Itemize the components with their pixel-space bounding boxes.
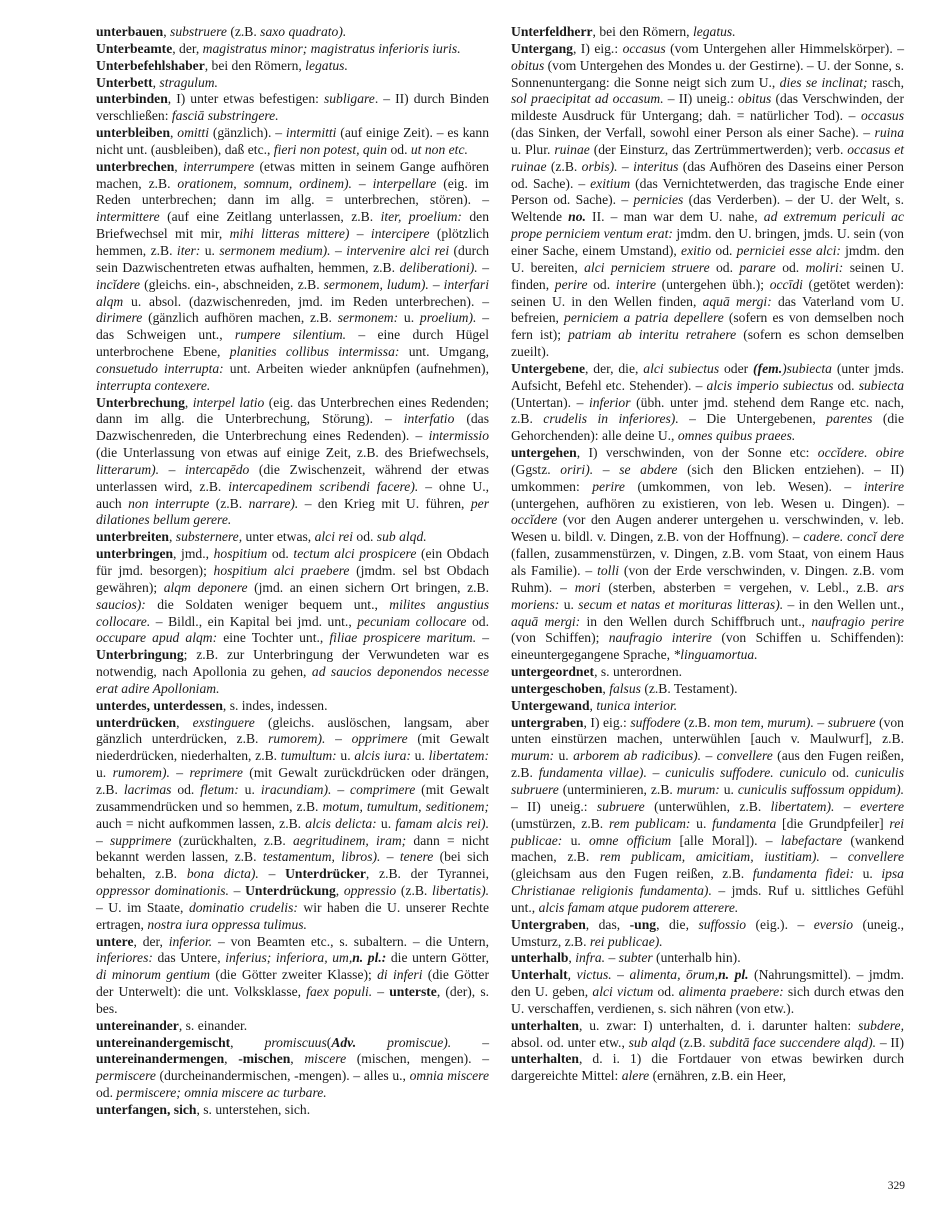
entry-definition: , bei den Römern, legatus. — [204, 57, 348, 73]
dictionary-entry — [96, 41, 489, 58]
entry-headword: unterbleiben — [96, 125, 171, 141]
entry-headword: Untergang — [511, 40, 573, 56]
dictionary-entry — [511, 715, 904, 917]
entry-headword: Unterbeamte — [96, 40, 173, 56]
entry-definition: , exstinguere (gleichs. auslöschen, langsam, aber gänzlich unterdrücken, z.B. rumorem). – opprimere (mit Gewalt niederdrücken, niederhalten, z.B. tumultum: u. alcis iura: u. libertatem: u. rumorem). – reprimere (mit Gewalt zurückdrücken oder drängen, z.B. lacrimas od. fletum: u. iracundiam). – comprimere (mit Gewalt zusammendrücken und so hemmen, z.B. motum, tumultum, seditionem; auch = nicht aufkommen lassen, z.B. alcis delicta: u. famam alcis rei). – supprimere (zurückhalten, z.B. aegritudinem, iram; dann = nicht bekannt werden lassen, z.B. testamentum, libros). – tenere (bei sich behalten, z.B. bona dicta). – Unterdrücker, z.B. der Tyrannei, oppressor dominationis. – Unterdrückung, oppressio (z.B. libertatis). – U. im Staate, dominatio crudelis: wir haben die U. unserer Rechte ertragen, nostra iura oppressa tulimus. — [96, 714, 490, 932]
entry-headword: Unterbefehlshaber — [96, 57, 205, 73]
dictionary-entry — [511, 41, 904, 361]
entry-definition: , I) verschwinden, von der Sonne etc: occĭdere. obire (Ggstz. oriri). – se abdere (sich den Blicken entziehen). – II) umkommen: perire (umkommen, von leb. Wesen). – interire (untergehen, aufhören zu existieren, von leb. Wesen u. Dingen). – occĭdere (vor den Augen anderer untergehen u. verschwinden, v. leb. Wesen u. bildl. v. Dingen, z.B. von der Hoffnung). – cadere. concĭ dere (fallen, zusammenstürzen, v. Dingen, z.B. vom Staat, von einem Haus als Familie). – tolli (von der Erde verschwinden, v. Dingen. z.B. vom Ruhm). – mori (sterben, absterben = vergehen, v. Lebl., z.B. ars moriens: u. secum et natas et morituras litteras). – in den Wellen unt., aquā mergi: in den Wellen durch Schiffbruch unt., naufragio perire (von Schiffen); naufragio interire (von Schiffen u. Schiffenden): eineuntergegangene Sprache, *linguamortua. — [511, 445, 905, 663]
entry-headword: untereinandergemischt — [96, 1034, 231, 1050]
entry-definition: , interpel latio (eig. das Unterbrechen eines Redenden; dann im allg. die Unterbrechung, Störung). – interfatio (das Dazwischenreden, die Unterbrechung eines Redenden). – intermissio (die Unterlassung von etwas auf einige Zeit, z.B. des Briefwechsels, litterarum). – intercapēdo (die Zwischenzeit, während der etwas unterlassen wird, z.B. intercapedinem scribendi facere). – ohne U., auch non interrupte (z.B. narrare). – den Krieg mit U. führen, per dilationes bellum gerere. — [96, 394, 490, 528]
dictionary-entry — [96, 698, 489, 715]
entry-headword: Unterbett — [96, 74, 153, 90]
entry-definition: , victus. – alimenta, ōrum,n. pl. (Nahrungsmittel). – jmdm. den U. geben, alci victum od. alimenta praebere: sich durch etwas den U. verschaffen, verdienen, s. sich nähren (von etw.). — [511, 967, 905, 1016]
dictionary-entry — [511, 950, 904, 967]
entry-headword: Untergebene — [511, 360, 585, 376]
entry-headword: untergeordnet — [511, 664, 595, 680]
dictionary-entry — [96, 75, 489, 92]
dictionary-entry — [96, 934, 489, 1018]
dictionary-entry — [96, 125, 489, 159]
page-number: 329 — [887, 1180, 905, 1192]
entry-headword: untere — [96, 933, 134, 949]
dictionary-entry — [96, 58, 489, 75]
dictionary-entry — [511, 1018, 904, 1085]
dictionary-entry — [96, 91, 489, 125]
entry-definition: , bei den Römern, legatus. — [592, 24, 736, 39]
entry-definition: , promiscuus(Adv. promiscue). – untereinandermengen, -mischen, miscere (mischen, mengen). – permiscere (durcheinandermischen, -mengen). – alles u., omnia miscere od. permiscere; omnia miscere ac turbare. — [96, 1034, 490, 1101]
entry-headword: Untergraben — [511, 916, 586, 932]
dictionary-entry — [96, 529, 489, 546]
entry-definition: , infra. – subter (unterhalb hin). — [568, 950, 741, 966]
left-column — [96, 24, 489, 1119]
dictionary-entry — [96, 546, 489, 698]
entry-definition: , tunica interior. — [589, 697, 678, 713]
entry-definition: , s. unterstehen, sich. — [196, 1102, 311, 1117]
entry-headword: Unterbrechung — [96, 394, 185, 410]
entry-headword: untereinander — [96, 1017, 179, 1033]
entry-headword: unterdrücken — [96, 714, 177, 730]
entry-definition: , u. zwar: I) unterhalten, d. i. darunter halten: subdere, absol. od. unter etw., sub alqd (z.B. subditā face succendere alqd). – II) unterhalten, d. i. 1) die Fortdauer von etwas bewirken durch dargereichte Mittel: alere (ernähren, z.B. ein Heer, — [511, 1017, 904, 1084]
dictionary-entry — [511, 24, 904, 41]
entry-headword: Untergewand — [511, 697, 590, 713]
entry-headword: unterfangen, sich — [96, 1102, 197, 1117]
dictionary-entry — [511, 445, 904, 664]
entry-definition: , substernere, unter etwas, alci rei od. sub alqd. — [169, 529, 427, 545]
dictionary-entry — [96, 24, 489, 41]
dictionary-entry — [511, 664, 904, 681]
entry-definition: , der, inferior. – von Beamten etc., s. subaltern. – die Untern, inferiores: das Untere, inferius; inferiora, um,n. pl.: die untern Götter, di minorum gentium (die Götter zweiter Klasse); di inferi (die Götter der Unterwelt): die unt. Volksklasse, faex populi. – unterste, (der), s. bes. — [96, 933, 490, 1016]
entry-definition: , s. einander. — [178, 1017, 248, 1033]
entry-headword: unterhalten — [511, 1017, 579, 1033]
entry-definition: , s. indes, indessen. — [222, 697, 328, 713]
dictionary-entry — [511, 361, 904, 445]
dictionary-entry — [96, 1018, 489, 1035]
entry-definition: , s. unterordnen. — [594, 664, 683, 680]
entry-definition: , I) eig.: occasus (vom Untergehen aller Himmelskörper). – obitus (vom Untergehen des Mondes u. der Gestirne). – U. der Sonne, s. Sonnenuntergang: die Sonne neigt sich zum U., dies se inclinat; rasch, sol praecipitat ad occasum. – II) uneig.: obitus (das Verschwinden, der mildeste Ausdruck für Untergang; dah. = natürlicher Tod). – occasus (das Sinken, der Verfall, sowohl einer Person als einer Sache). – ruina u. Plur. ruinae (der Einsturz, das Zertrümmertwerden); verb. occasus et ruinae (z.B. orbis). – interitus (das Aufhören des Daseins einer Person od. Sache). – exitium (das Vernichtetwerden, das tragische Ende einer Person od. Sache). – pernicies (das Verderben). – der U. der Welt, s. Weltende no. II. – man war dem U. nahe, ad extremum periculi ac prope perniciem ventum erat: jmdm. den U. bringen, jmds. U. sein (von einer Sache, einem Umstand), exitio od. perniciei esse alci: jmdm. den U. bereiten, alci perniciem struere od. parare od. moliri: seinen U. finden, perire od. interire (untergehen übh.); occīdi (getötet werden): seinen U. in den Wellen finden, aquā mergi: das Vaterland vom U. befreien, perniciem a patria depellere (sofern es von demselben noch fern ist); patriam ab interitu retrahere (sofern es schon demselben zueilt). — [511, 40, 905, 360]
dictionary-entry — [511, 917, 904, 951]
entry-headword: unterdes, unterdessen — [96, 697, 223, 713]
entry-definition: , jmd., hospitium od. tectum alci prospicere (ein Obdach für jmd. besorgen); hospitium alci praebere (jmdm. sel bst Obdach gewähren); alqm deponere (jmd. an einen sichern Ort bringen, z.B. saucios): die Soldaten weniger bequem unt., milites angustius collocare. – Bildl., ein Kapital bei jmd. unt., pecuniam collocare od. occupare apud alqm: eine Tochter unt., filiae prospicere maritum. – Unterbringung; z.B. zur Unterbringung der Verwundeten war es notwendig, nach Apollonia zu gehen, ad saucios deponendos necesse erat adire Apolloniam. — [96, 546, 490, 696]
entry-headword: untergraben — [511, 714, 584, 730]
entry-definition: , omitti (gänzlich). – intermitti (auf einige Zeit). – es kann nicht unt. (ausbleiben), daß etc., fieri non potest, quin od. ut non etc. — [96, 125, 489, 157]
entry-headword: Unterhalt — [511, 967, 568, 983]
right-column — [511, 24, 904, 1085]
entry-headword: unterbinden — [96, 91, 168, 107]
entry-headword: unterbringen — [96, 546, 174, 562]
entry-definition: , I) unter etwas befestigen: subligare. – II) durch Binden verschließen: fasciā substringere. — [96, 91, 489, 124]
dictionary-entry — [96, 1035, 489, 1102]
entry-headword: unterbreiten — [96, 529, 169, 545]
entry-headword: untergeschoben — [511, 680, 603, 696]
entry-definition: , interrumpere (etwas mitten in seinem Gange aufhören machen, z.B. orationem, somnum, ordinem). – interpellare (eig. im Reden unterbrechen; dann im allg. = unterbrechen, stören). – intermittere (auf eine Zeitlang unterlassen, z.B. iter, proelium: den Briefwechsel mit mir, mihi litteras mittere) – intercipere (plötzlich hemmen, z.B. iter: u. sermonem medium). – intervenire alci rei (durch sein Dazwischentreten etwas aufhalten, hemmen, z.B. deliberationi). – incĭdere (gleichs. ein-, abschneiden, z.B. sermonem, ludum). – interfari alqm u. absol. (dazwischenreden, jmd. im Reden unterbrechen). – dirimere (gänzlich aufhören machen, z.B. sermonem: u. proelium). – das Schweigen unt., rumpere silentium. – eine durch Hügel unterbrochene Ebene, planities collibus intermissa: unt. Umgang, consuetudo interrupta: unt. Arbeiten wieder anknüpfen (aufnehmen), interrupta contexere. — [96, 158, 490, 393]
dictionary-entry — [96, 715, 489, 934]
dictionary-entry — [511, 698, 904, 715]
dictionary-entry — [96, 1102, 489, 1119]
entry-headword: Unterfeldherr — [511, 24, 593, 39]
entry-definition: , falsus (z.B. Testament). — [602, 680, 738, 696]
entry-definition: , der, die, alci subiectus oder (fem.)subiecta (unter jmds. Aufsicht, Befehl etc. Stehender). – alcis imperio subiectus od. subiecta (Untertan). – inferior (übh. unter jmd. stehend dem Range etc. nach, z.B. crudelis in inferiores). – Die Untergebenen, parentes (die Gehorchenden): alle deine U., omnes quibus praees. — [511, 360, 905, 444]
dictionary-entry — [511, 681, 904, 698]
entry-definition: , der, magistratus minor; magistratus inferioris iuris. — [172, 40, 461, 56]
entry-definition: , stragulum. — [152, 74, 218, 90]
entry-headword: unterbrechen — [96, 158, 175, 174]
dictionary-entry — [96, 395, 489, 530]
dictionary-entry — [96, 159, 489, 395]
dictionary-entry — [511, 967, 904, 1018]
entry-definition: , das, -ung, die, suffossio (eig.). – eversio (uneig., Umsturz, z.B. rei publicae). — [511, 916, 904, 949]
entry-headword: unterbauen — [96, 24, 164, 39]
entry-headword: untergehen — [511, 445, 577, 461]
entry-definition: , substruere (z.B. saxo quadrato). — [163, 24, 347, 39]
entry-definition: , I) eig.: suffodere (z.B. mon tem, murum). – subruere (von unten einstürzen machen, unterwühlen [auch v. Maulwurf], z.B. murum: u. arborem ab radicibus). – convellere (aus den Fugen reißen, z.B. fundamenta villae). – cuniculis suffodere. cuniculo od. cuniculis subruere (unterminieren, z.B. murum: u. cuniculis suffossum oppidum). – II) uneig.: subruere (unterwühlen, z.B. libertatem). – evertere (umstürzen, z.B. rem publicam: u. fundamenta [die Grundpfeiler] rei publicae: u. omne officium [alle Moral]). – labefactare (wankend machen, z.B. rem publicam, amicitiam, iustitiam). – convellere (gleichsam aus den Fugen reißen, z.B. fundamenta fidei: u. ipsa Christianae religionis fundamenta). – jmds. Ruf u. sittliches Gefühl unt., alcis famam atque pudorem atterere. — [511, 714, 905, 915]
entry-headword: unterhalb — [511, 950, 569, 966]
